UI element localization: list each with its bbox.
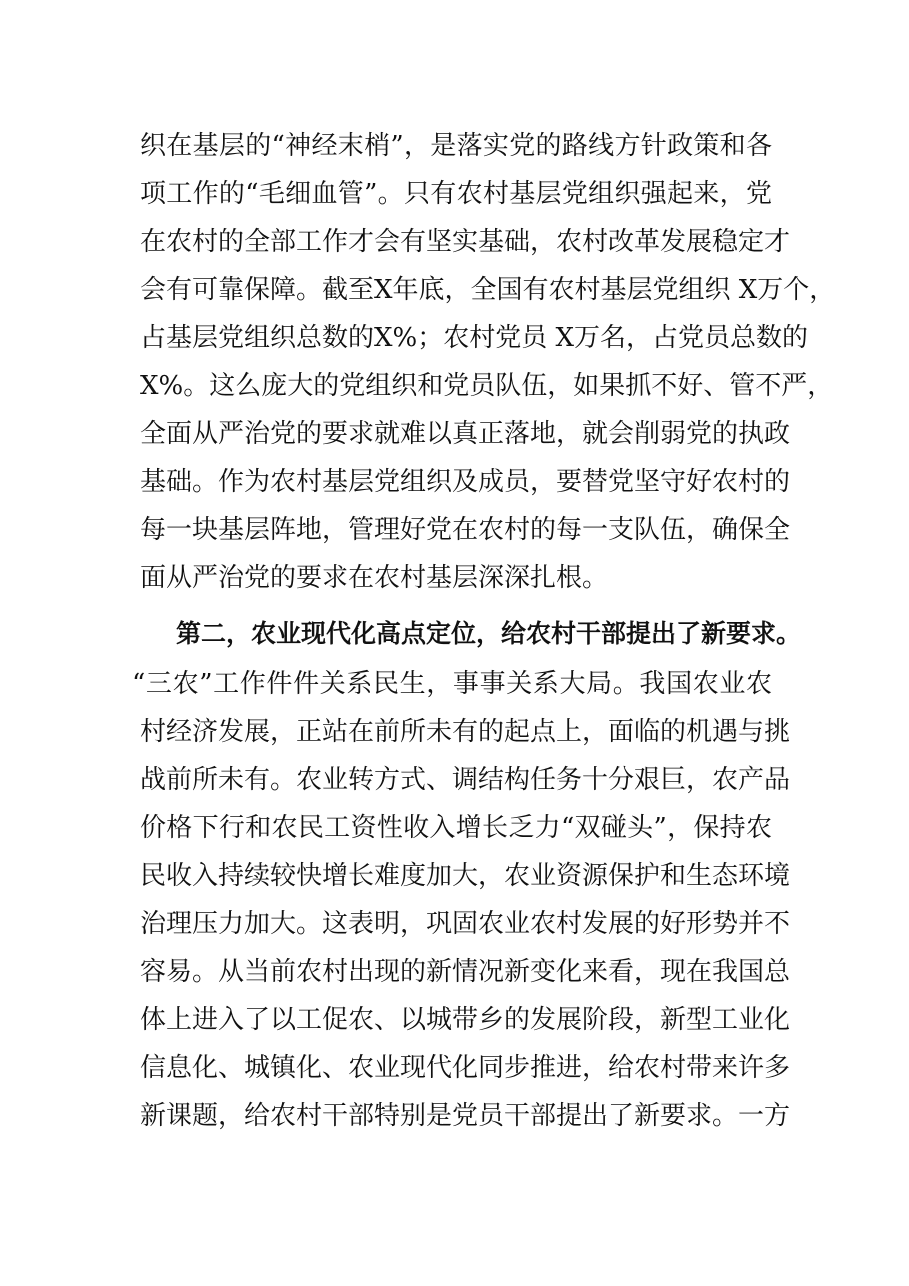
paragraph-2-line: 信息化、城镇化、农业现代化同步推进，给农村带来许多: [140, 1053, 791, 1083]
paragraph-1-line: 占基层党组织总数的X%；农村党员 X万名，占党员总数的: [140, 323, 808, 353]
paragraph-2-line: 新课题，给农村干部特别是党员干部提出了新要求。一方: [140, 1101, 791, 1131]
paragraph-2-line: 价格下行和农民工资性收入增长乏力“双碰头”，保持农: [140, 813, 772, 843]
paragraph-1-line: 每一块基层阵地，管理好党在农村的每一支队伍，确保全: [140, 515, 791, 545]
paragraph-1-line: 织在基层的“神经末梢”，是落实党的路线方针政策和各: [140, 131, 772, 161]
paragraph-2-line: “三农”工作件件关系民生，事事关系大局。我国农业农: [132, 669, 772, 699]
paragraph-2-line: 村经济发展，正站在前所未有的起点上，面临的机遇与挑: [140, 717, 791, 747]
paragraph-1-line: 全面从严治党的要求就难以真正落地，就会削弱党的执政: [140, 419, 791, 449]
paragraph-1-line: 项工作的“毛细血管”。只有农村基层党组织强起来，党: [140, 179, 772, 209]
paragraph-2-line: 民收入持续较快增长难度加大，农业资源保护和生态环境: [140, 861, 791, 891]
paragraph-1-line: 基础。作为农村基层党组织及成员，要替党坚守好农村的: [140, 467, 791, 497]
paragraph-1-line: 在农村的全部工作才会有坚实基础，农村改革发展稳定才: [140, 227, 791, 257]
paragraph-2-line: 容易。从当前农村出现的新情况新变化来看，现在我国总: [140, 957, 791, 987]
paragraph-1-line: 会有可靠保障。截至X年底，全国有农村基层党组织 X万个，: [140, 275, 836, 305]
paragraph-2-line: 战前所未有。农业转方式、调结构任务十分艰巨，农产品: [140, 765, 791, 795]
paragraph-2-line: 治理压力加大。这表明，巩固农业农村发展的好形势并不: [140, 909, 791, 939]
paragraph-1-line: X%。这么庞大的党组织和党员队伍，如果抓不好、管不严，: [140, 371, 834, 401]
paragraph-1-line: 面从严治党的要求在农村基层深深扎根。: [140, 563, 609, 593]
section-heading: 第二，农业现代化高点定位，给农村干部提出了新要求。: [176, 619, 802, 648]
paragraph-2-line: 体上进入了以工促农、以城带乡的发展阶段，新型工业化: [140, 1005, 791, 1035]
